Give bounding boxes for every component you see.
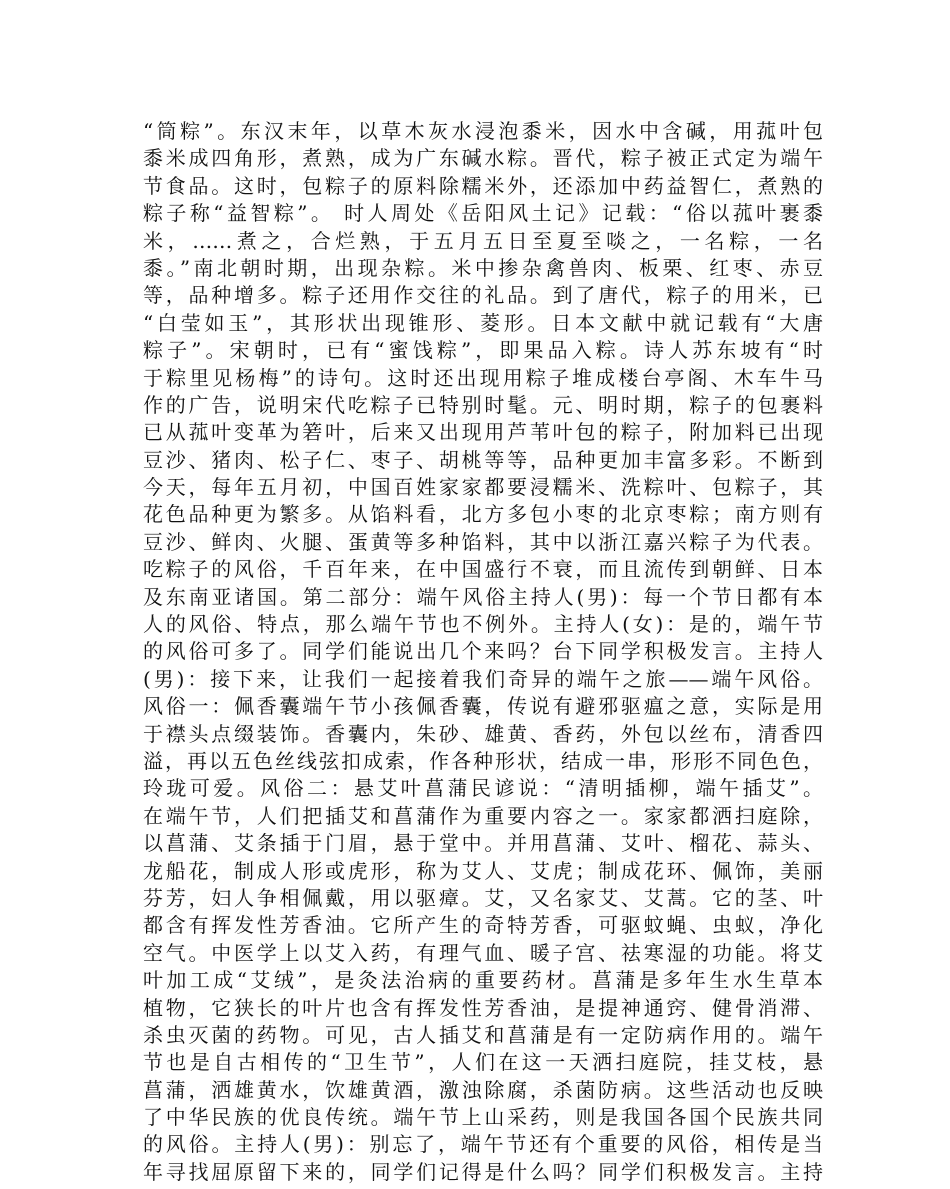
text-line: 玲珑可爱。风俗二：悬艾叶菖蒲民谚说：“清明插柳，端午插艾”。 <box>143 776 823 801</box>
text-line: 空气。中医学上以艾入药，有理气血、暖子宫、祛寒湿的功能。将艾 <box>143 940 823 965</box>
text-line: 豆沙、鲜肉、火腿、蛋黄等多种馅料，其中以浙江嘉兴粽子为代表。 <box>143 529 823 554</box>
text-line: 风俗一：佩香囊端午节小孩佩香囊，传说有避邪驱瘟之意，实际是用 <box>143 694 823 719</box>
text-line: 豆沙、猪肉、松子仁、枣子、胡桃等等，品种更加丰富多彩。不断到 <box>143 447 823 472</box>
text-line: 的风俗可多了。同学们能说出几个来吗？台下同学积极发言。主持人 <box>143 639 823 664</box>
text-line: 米，……煮之，合烂熟，于五月五日至夏至啖之，一名粽，一名 <box>143 228 823 253</box>
text-line: 作的广告，说明宋代吃粽子已特别时髦。元、明时期，粽子的包裹料 <box>143 392 823 417</box>
text-line: 粽子”。宋朝时，已有“蜜饯粽”，即果品入粽。诗人苏东坡有“时 <box>143 338 823 363</box>
text-line: 黍。”南北朝时期，出现杂粽。米中掺杂禽兽肉、板栗、红枣、赤豆 <box>143 255 823 280</box>
text-line: 菖蒲，洒雄黄水，饮雄黄酒，激浊除腐，杀菌防病。这些活动也反映 <box>143 1077 823 1102</box>
text-line: 及东南亚诸国。第二部分：端午风俗主持人(男)：每一个节日都有本 <box>143 584 823 609</box>
text-line: 今天，每年五月初，中国百姓家家都要浸糯米、洗粽叶、包粽子，其 <box>143 475 823 500</box>
text-line: 杀虫灭菌的药物。可见，古人插艾和菖蒲是有一定防病作用的。端午 <box>143 1022 823 1047</box>
text-line: 黍米成四角形，煮熟，成为广东碱水粽。晋代，粽子被正式定为端午 <box>143 146 823 171</box>
text-line: 年寻找屈原留下来的，同学们记得是什么吗？同学们积极发言。主持 <box>143 1159 823 1184</box>
text-line: 以菖蒲、艾条插于门眉，悬于堂中。并用菖蒲、艾叶、榴花、蒜头、 <box>143 831 823 856</box>
text-line: 节食品。这时，包粽子的原料除糯米外，还添加中药益智仁，煮熟的 <box>143 173 823 198</box>
text-line: 的风俗。主持人(男)：别忘了，端午节还有个重要的风俗，相传是当 <box>143 1132 823 1157</box>
text-line: 已从菰叶变革为箬叶，后来又出现用芦苇叶包的粽子，附加料已出现 <box>143 420 823 445</box>
text-line: 粽子称“益智粽”。 时人周处《岳阳风土记》记载：“俗以菰叶裹黍 <box>143 201 823 226</box>
text-line: 人的风俗、特点，那么端午节也不例外。主持人(女)：是的，端午节 <box>143 612 823 637</box>
text-line: (男)：接下来，让我们一起接着我们奇异的端午之旅——端午风俗。 <box>143 666 823 691</box>
text-line: 于襟头点缀装饰。香囊内，朱砂、雄黄、香药，外包以丝布，清香四 <box>143 721 823 746</box>
text-line: 等，品种增多。粽子还用作交往的礼品。到了唐代，粽子的用米，已 <box>143 283 823 308</box>
text-line: 龙船花，制成人形或虎形，称为艾人、艾虎；制成花环、佩饰，美丽 <box>143 858 823 883</box>
document-body <box>143 118 823 1186</box>
text-line: 植物，它狭长的叶片也含有挥发性芳香油，是提神通窍、健骨消滞、 <box>143 995 823 1020</box>
text-line: 了中华民族的优良传统。端午节上山采药，则是我国各国个民族共同 <box>143 1105 823 1130</box>
text-line: 节也是自古相传的“卫生节”，人们在这一天洒扫庭院，挂艾枝，悬 <box>143 1050 823 1075</box>
text-line: 吃粽子的风俗，千百年来，在中国盛行不衰，而且流传到朝鲜、日本 <box>143 557 823 582</box>
text-line: 叶加工成“艾绒”，是灸法治病的重要药材。菖蒲是多年生水生草本 <box>143 968 823 993</box>
text-line: 都含有挥发性芳香油。它所产生的奇特芳香，可驱蚊蝇、虫蚁，净化 <box>143 913 823 938</box>
text-line: “筒粽”。东汉末年，以草木灰水浸泡黍米，因水中含碱，用菰叶包 <box>143 119 823 143</box>
text-line: 在端午节，人们把插艾和菖蒲作为重要内容之一。家家都洒扫庭除， <box>143 803 823 828</box>
text-line: 溢，再以五色丝线弦扣成索，作各种形状，结成一串，形形不同色色， <box>143 748 823 773</box>
text-line: “白莹如玉”，其形状出现锥形、菱形。日本文献中就记载有“大唐 <box>143 310 823 335</box>
text-line: 芬芳，妇人争相佩戴，用以驱瘴。艾，又名家艾、艾蒿。它的茎、叶 <box>143 885 823 910</box>
text-line: 花色品种更为繁多。从馅料看，北方多包小枣的北京枣粽；南方则有 <box>143 502 823 527</box>
text-line: 于粽里见杨梅”的诗句。这时还出现用粽子堆成楼台亭阁、木车牛马 <box>143 365 823 390</box>
